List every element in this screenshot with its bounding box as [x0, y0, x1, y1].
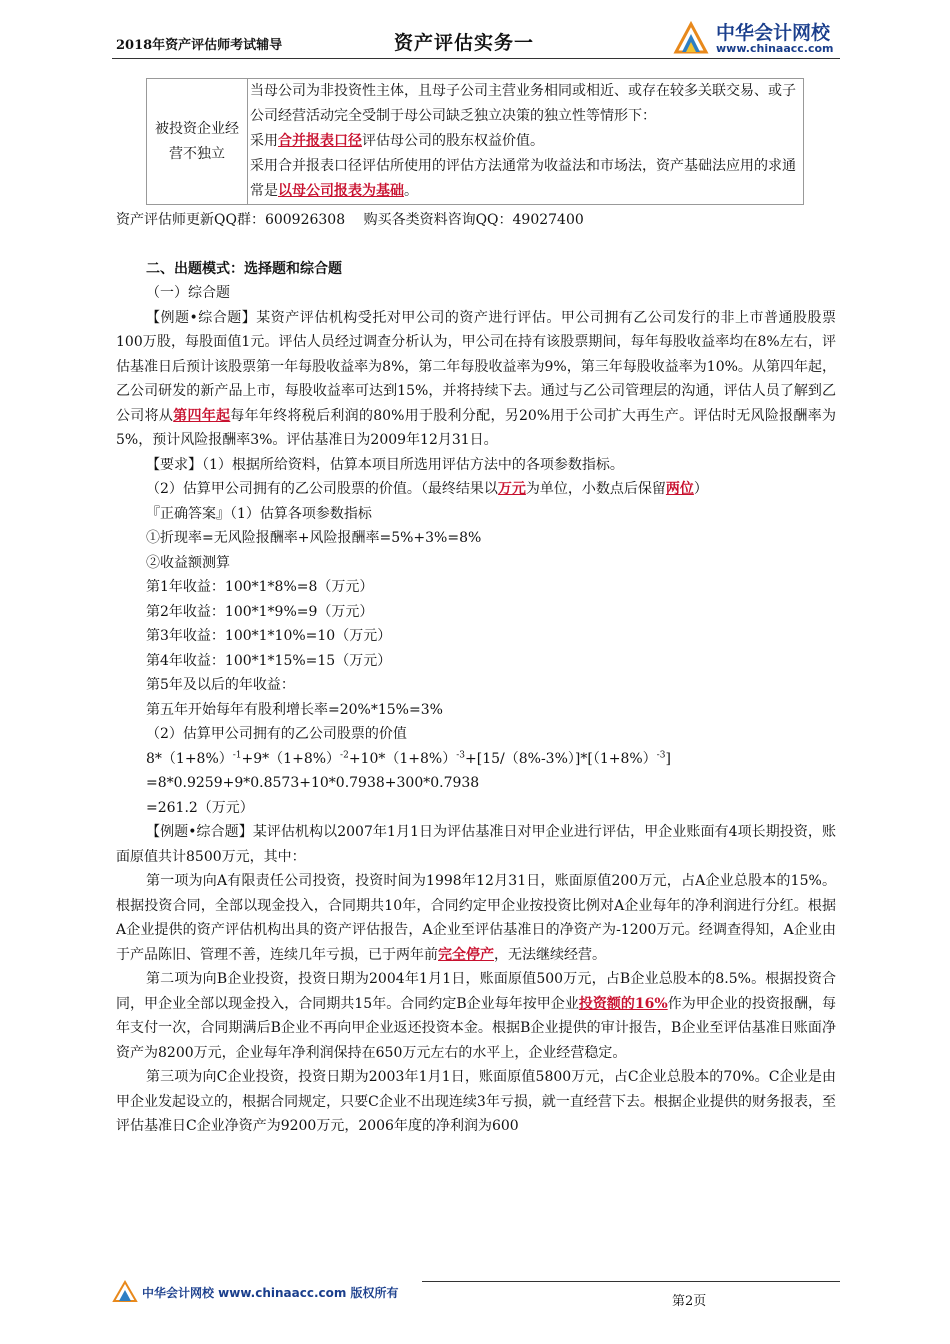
- table-line-2: 采用合并报表口径评估母公司的股东权益价值。: [250, 133, 544, 149]
- footer-rule: [422, 1281, 840, 1282]
- highlight-unit: 万元: [497, 481, 526, 497]
- requirement-2: （2）估算甲公司拥有的乙公司股票的价值。（最终结果以万元为单位，小数点后保留两位）: [146, 481, 708, 497]
- footer-copyright: 中华会计网校 www.chinaacc.com 版权所有: [142, 1286, 399, 1300]
- logo-triangle-icon: [672, 20, 710, 54]
- header-course-title: 2018年资产评估师考试辅导: [116, 38, 283, 53]
- independence-table: [146, 78, 804, 205]
- example2-item1: 第一项为向A有限责任公司投资，投资时间为1998年12月31日，账面原值200万元，占A企业总股本的15%。根据投资合同，全部以现金投入，合同期共10年，合同约定甲企业按投资比例对A企业每年的净利润进行分红。根据A企业提供的资产评估机构出具的资产评估报告，A企业至评估基准日的净资产为-1200万元。经调查得知，A企业由于产品陈旧、管理不善，连续几年亏损，已于两年前完全停产，无法继续经营。: [116, 873, 836, 963]
- highlight-stopped: 完全停产: [438, 946, 494, 963]
- header-subject-title: 资产评估实务一: [394, 32, 535, 54]
- formula-line: $8*(1+8\%)^{-1}+9*(1+8\%)^{-2}+10*(1+8\%)^{-3}+[15/(8\%-3\%)]*[(1+8\%)^{-3}]$: [146, 749, 671, 767]
- page-footer: [112, 1272, 840, 1312]
- answer-line: 第1年收益：100*1*8%=8（万元）: [146, 579, 374, 595]
- answer-line: 第3年收益：100*1*10%=10（万元）: [146, 628, 392, 644]
- subsection-title: （一）综合题: [146, 285, 230, 301]
- example2-item2: 第二项为向B企业投资，投资日期为2004年1月1日，账面原值500万元，占B企业总股本的8.5%。根据投资合同，甲企业全部以现金投入，合同期共15年。合同约定B企业每年按甲企业投资额的16%作为甲企业的投资报酬，每年支付一次，合同期满后B企业不再向甲企业返还投资本金。根据B企业提供的审计报告，B企业至评估基准日账面净资产为8200万元，企业每年净利润保持在650万元左右的水平上，企业经营稳定。: [116, 971, 836, 1061]
- qq-info: 资产评估师更新QQ群：600926308 购买各类资料咨询QQ：49027400: [116, 212, 584, 228]
- logo-url: www.chinaacc.com: [716, 42, 834, 55]
- example1-paragraph: 【例题•综合题】某资产评估机构受托对甲公司的资产进行评估。甲公司拥有乙公司发行的非上市普通股股票100万股，每股面值1元。评估人员经过调查分析认为，甲公司在持有该股票期间，每年每股收益率均在8%左右，评估基准日后预计该股票第一年每股收益率为8%，第二年每股收益率为9%，第三年每股收益率为10%。从第四年起，乙公司研发的新产品上市，每股收益率可达到15%，并将持续下去。通过与乙公司管理层的沟通，评估人员了解到乙公司将从第四年起每年年终将税后利润的80%用于股利分配，另20%用于公司扩大再生产。评估时无风险报酬率为5%，预计风险报酬率3%。评估基准日为2009年12月31日。: [116, 309, 836, 448]
- highlight-year4: 第四年起: [173, 407, 231, 424]
- example2-intro: 【例题•综合题】某评估机构以2007年1月1日为评估基准日对甲企业进行评估，甲企业账面有4项长期投资，账面原值共计8500万元，其中：: [116, 824, 836, 865]
- answer-heading: （2）估算甲公司拥有的乙公司股票的价值: [146, 726, 407, 742]
- table-line-3: 采用合并报表口径评估所使用的评估方法通常为收益法和市场法，资产基础法应用的求通常是以母公司报表为基础。: [250, 158, 796, 199]
- site-logo[interactable]: [672, 18, 842, 56]
- table-line-1: 当母公司为非投资性主体，且母子公司主营业务相同或相近、或存在较多关联交易、或子公司经营活动完全受制于母公司缺乏独立决策的独立性等情形下：: [250, 83, 796, 124]
- answer-line: ②收益额测算: [146, 554, 230, 571]
- answer-heading: 『正确答案』（1）估算各项参数指标: [146, 505, 372, 522]
- answer-line: 第2年收益：100*1*9%=9（万元）: [146, 603, 374, 620]
- requirement-1: 【要求】（1）根据所给资料，估算本项目所选用评估方法中的各项参数指标。: [146, 456, 624, 473]
- highlight-16pct: 投资额的16%: [578, 995, 668, 1012]
- formula-line: =8*0.9259+9*0.8573+10*0.7938+300*0.7938: [146, 775, 480, 791]
- example2-item3: 第三项为向C企业投资，投资日期为2003年1月1日，账面原值5800万元，占C企业总股本的70%。C企业是由甲企业发起设立的，根据合同规定，只要C企业不出现连续3年亏损，就一直经营下去。根据企业提供的财务报表，至评估基准日C企业净资产为9200万元，2006年度的净利润为600: [116, 1069, 836, 1134]
- highlight-consolidated: 合并报表口径: [278, 133, 362, 149]
- page-number: 第2页: [672, 1294, 707, 1309]
- logo-name: 中华会计网校: [716, 22, 831, 44]
- table-row-content: [248, 79, 804, 205]
- highlight-decimals: 两位: [665, 481, 694, 497]
- answer-line: 第4年收益：100*1*15%=15（万元）: [146, 652, 392, 669]
- answer-line: 第五年开始每年有股利增长率=20%*15%=3%: [146, 701, 443, 718]
- table-row-label: 被投资企业经营不独立: [147, 79, 248, 205]
- document-body: [116, 208, 836, 1139]
- highlight-parent-report: 以母公司报表为基础: [278, 183, 404, 199]
- answer-line: ①折现率=无风险报酬率+风险报酬率=5%+3%=8%: [146, 530, 482, 546]
- spacer: [116, 233, 836, 257]
- formula-line: =261.2（万元）: [146, 799, 254, 816]
- answer-line: 第5年及以后的年收益：: [146, 677, 295, 693]
- footer-logo-icon: [112, 1280, 138, 1302]
- section-title: 二、出题模式：选择题和综合题: [146, 260, 342, 277]
- page-header: [112, 18, 840, 59]
